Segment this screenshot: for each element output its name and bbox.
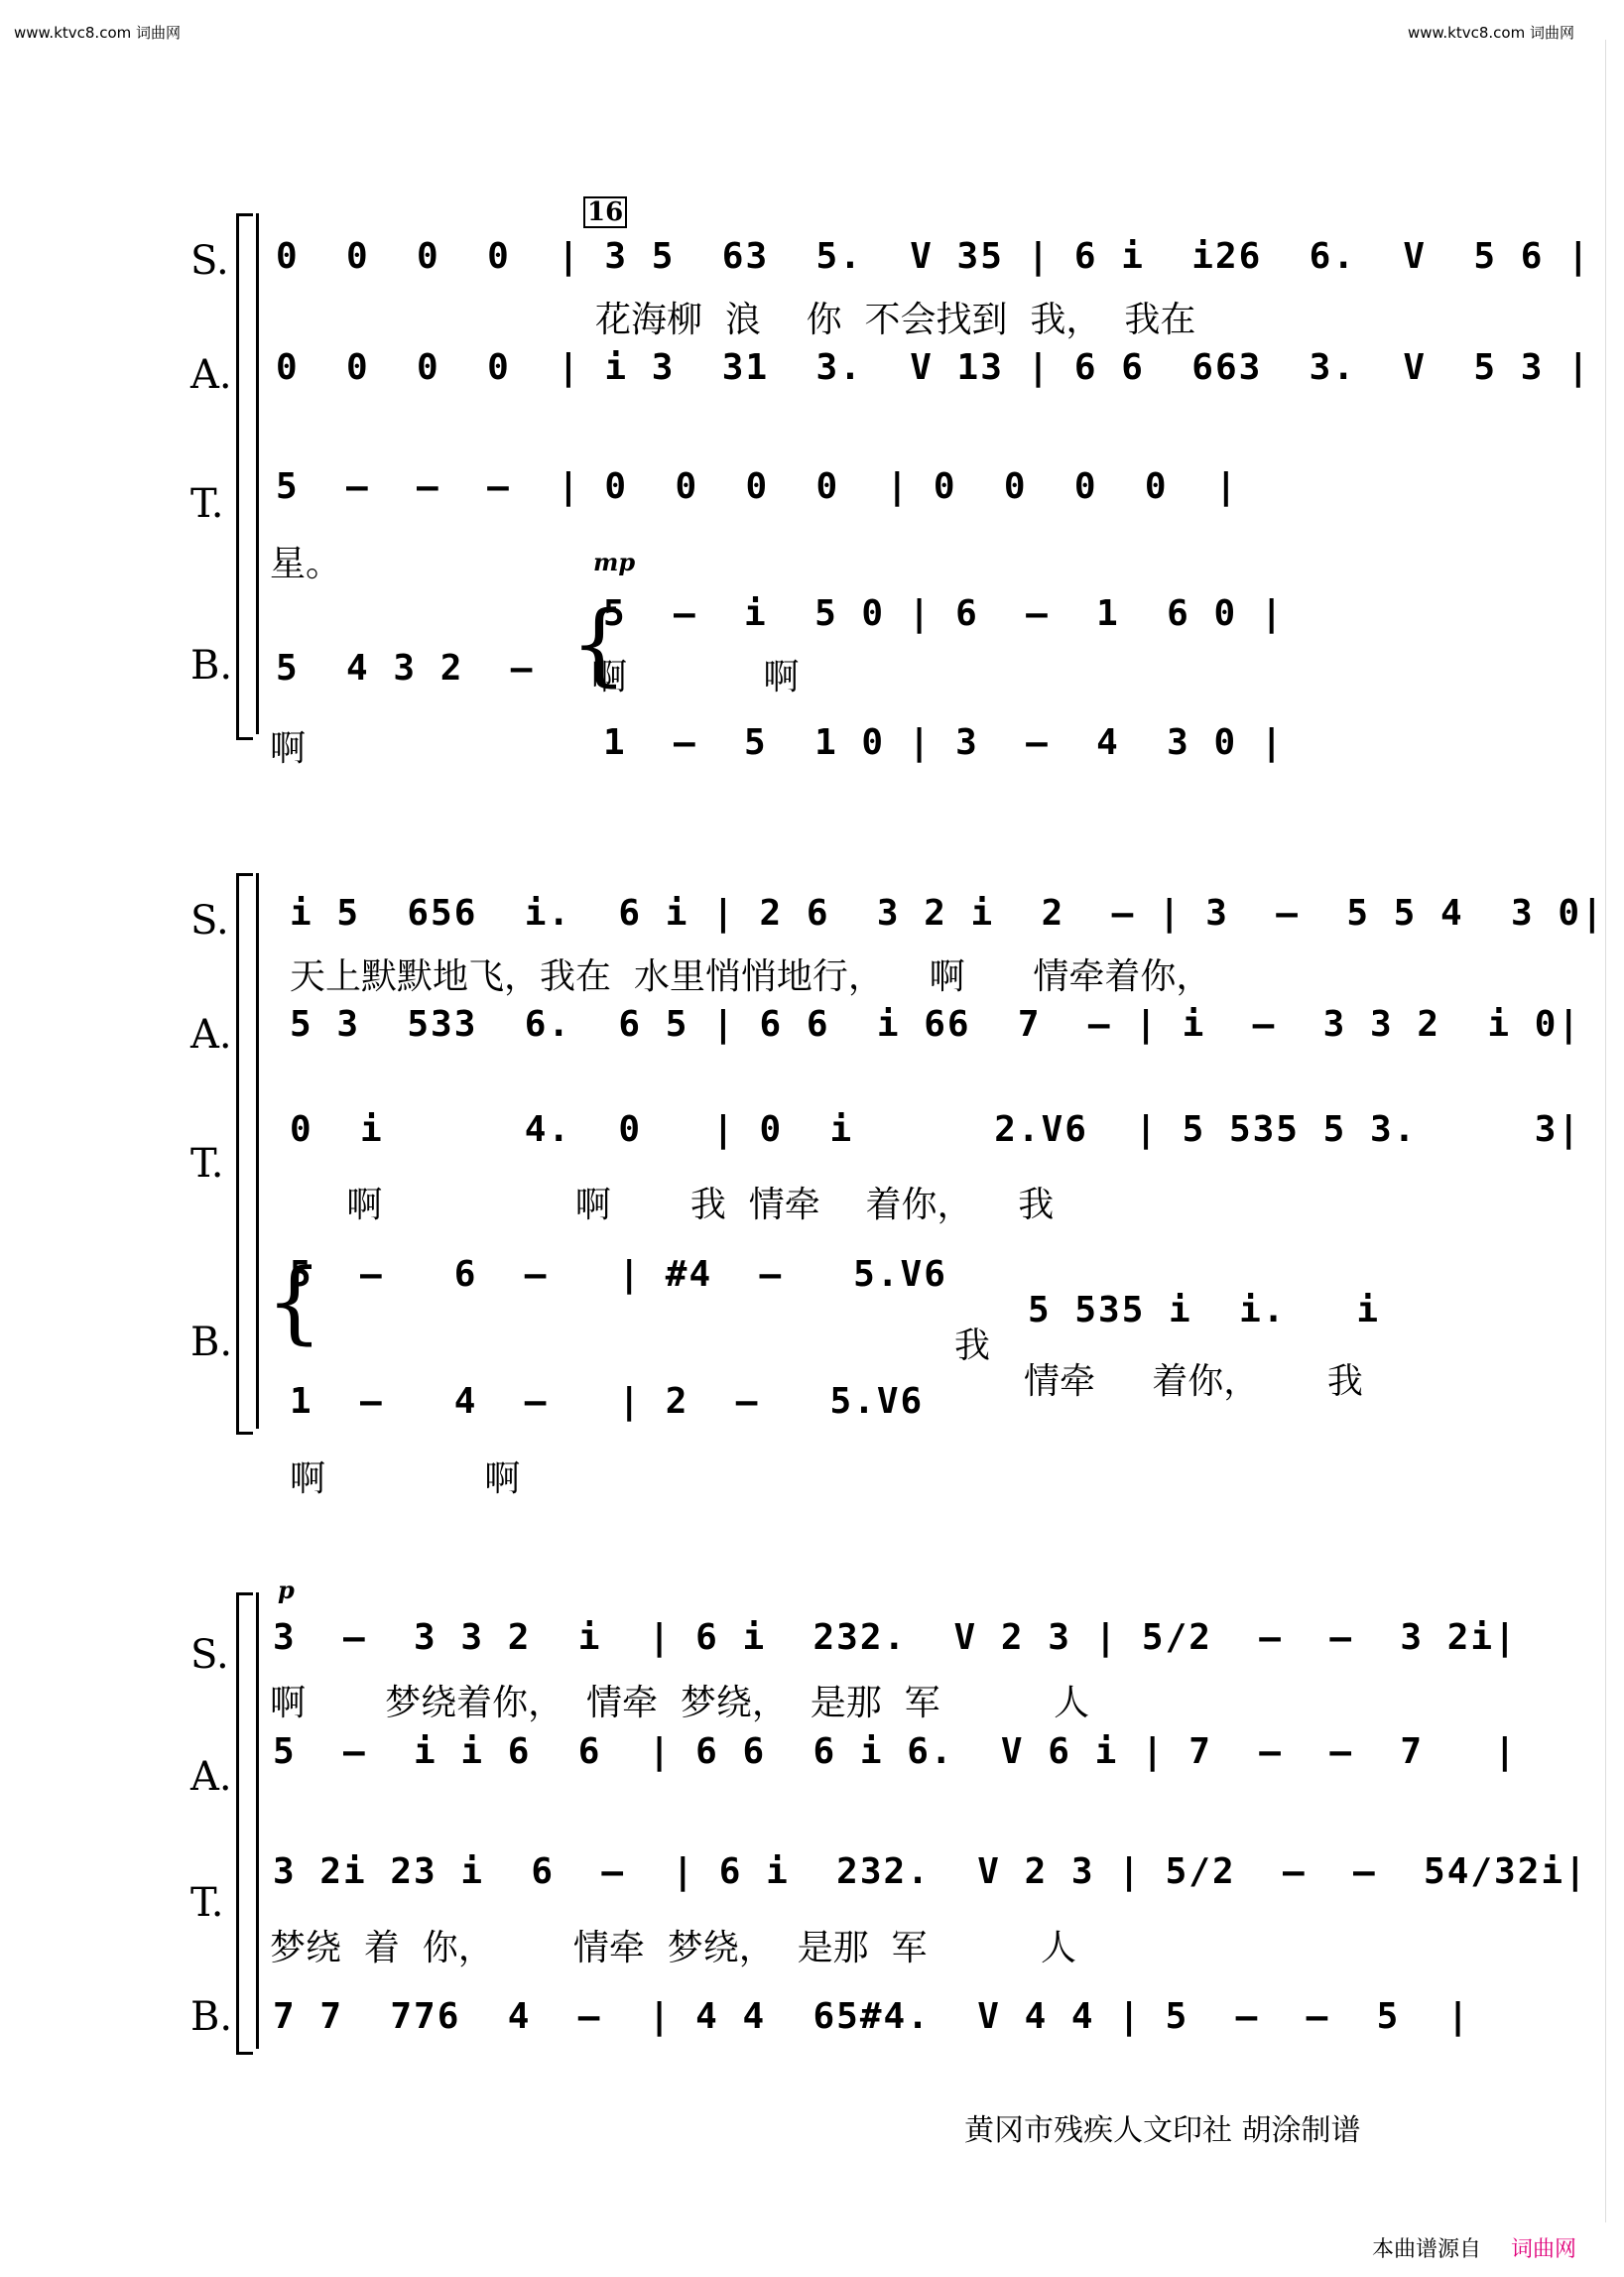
voice-label-b2: B. <box>190 1320 233 1365</box>
s3-bass-notes: 7 7 776 4 – | 4 4 65#4. V 4 4 | 5 – – 5 | <box>273 1996 1471 2037</box>
s1-bass-div-bottom: 1 – 5 1 0 | 3 – 4 3 0 | <box>603 722 1285 763</box>
s1-tenor-notes: 5 – – – | 0 0 0 0 | 0 0 0 0 | <box>276 466 1239 507</box>
voice-label-s3: S. <box>190 1632 229 1678</box>
s2-bass-bottom: 1 – 4 – | 2 – 5.V6 <box>290 1381 925 1422</box>
sidebar-watermark <box>1605 40 1620 2222</box>
s1-bass-notes: 5 4 3 2 – <box>276 648 535 689</box>
footer-brand-link[interactable]: 词曲网 <box>1511 2237 1577 2262</box>
voice-label-s: S. <box>190 238 229 284</box>
measure-number: 16 <box>583 196 627 228</box>
s2-soprano-lyrics: 天上默默地飞，我在 水里悄悄地行， 啊 情牵着你， <box>290 956 1212 997</box>
s1-bass-lyrics: 啊 <box>270 728 307 769</box>
voice-label-t3: T. <box>190 1880 224 1926</box>
s2-bass-lyrics: 啊 啊 <box>290 1458 521 1499</box>
dynamic-mp: mp <box>593 548 636 576</box>
system2-line <box>256 873 259 1429</box>
s3-soprano-lyrics: 啊 梦绕着你， 情牵 梦绕， 是那 军 人 <box>270 1683 1090 1723</box>
system3-bracket <box>236 1592 253 2055</box>
dynamic-p: p <box>278 1576 295 1604</box>
s2-bass-merge: 5 535 i i. i <box>1028 1290 1381 1330</box>
voice-label-a3: A. <box>190 1754 232 1800</box>
header-left: www.ktvc8.com 词曲网 <box>14 24 182 42</box>
s1-soprano-lyrics: 花海柳 浪 你 不会找到 我， 我在 <box>595 300 1196 340</box>
s3-soprano-notes: 3 – 3 3 2 i | 6 i 232. V 2 3 | 5/2 – – 3 2i| <box>273 1617 1518 1658</box>
voice-label-s2: S. <box>190 898 229 944</box>
s1-alto-notes: 0 0 0 0 | i 3 31 3. V 13 | 6 6 663 3. V 5 3 | <box>276 347 1591 388</box>
footer-source: 本曲谱源自 <box>1372 2237 1482 2262</box>
s2-bass-brace: { <box>266 1250 323 1354</box>
s3-tenor-lyrics: 梦绕 着 你， 情牵 梦绕， 是那 军 人 <box>270 1928 1076 1968</box>
system3-line <box>256 1592 259 2049</box>
s1-bass-div-top: 5 – i 5 0 | 6 – 1 6 0 | <box>603 593 1285 634</box>
s2-bass-merge-lyric1: 我 <box>954 1326 991 1366</box>
system1-bracket <box>236 213 253 740</box>
voice-label-b: B. <box>190 643 233 689</box>
system2-bracket <box>236 873 253 1435</box>
s1-bass-brace: { <box>570 592 628 696</box>
voice-label-t2: T. <box>190 1141 224 1187</box>
s2-soprano-notes: i 5 656 i. 6 i | 2 6 3 2 i 2 – | 3 – 5 5 4 3 0| <box>290 893 1605 934</box>
s3-alto-notes: 5 – i i 6 6 | 6 6 6 i 6. V 6 i | 7 – – 7 | <box>273 1731 1518 1772</box>
s1-soprano-notes: 0 0 0 0 | 3 5 63 5. V 35 | 6 i i26 6. V 5 6 | <box>276 236 1591 277</box>
s1-tenor-lyrics: 星。 <box>270 544 342 584</box>
voice-label-t: T. <box>190 481 224 527</box>
s2-tenor-notes: 0 i 4. 0 | 0 i 2.V6 | 5 535 5 3. 3| <box>290 1109 1582 1150</box>
s2-tenor-lyrics: 啊 啊 我 情牵 着你， 我 <box>290 1185 1055 1225</box>
s1-bass-div-lyrics: 啊 啊 <box>591 657 800 697</box>
voice-label-a2: A. <box>190 1012 232 1058</box>
voice-label-a: A. <box>190 352 232 398</box>
header-right: www.ktvc8.com 词曲网 <box>1407 24 1574 42</box>
engraver-credit: 黄冈市残疾人文印社 胡涂制谱 <box>964 2113 1361 2148</box>
s2-bass-top: 5 – 6 – | #4 – 5.V6 <box>290 1254 947 1295</box>
s2-alto-notes: 5 3 533 6. 6 5 | 6 6 i 66 7 – | i – 3 3 2 i 0| <box>290 1004 1582 1045</box>
voice-label-b3: B. <box>190 1994 233 2040</box>
system1-line <box>256 213 259 734</box>
s3-tenor-notes: 3 2i 23 i 6 – | 6 i 232. V 2 3 | 5/2 – – 54/32i| <box>273 1851 1588 1892</box>
s2-bass-merge-lyric2: 情牵 着你， 我 <box>1024 1361 1363 1402</box>
